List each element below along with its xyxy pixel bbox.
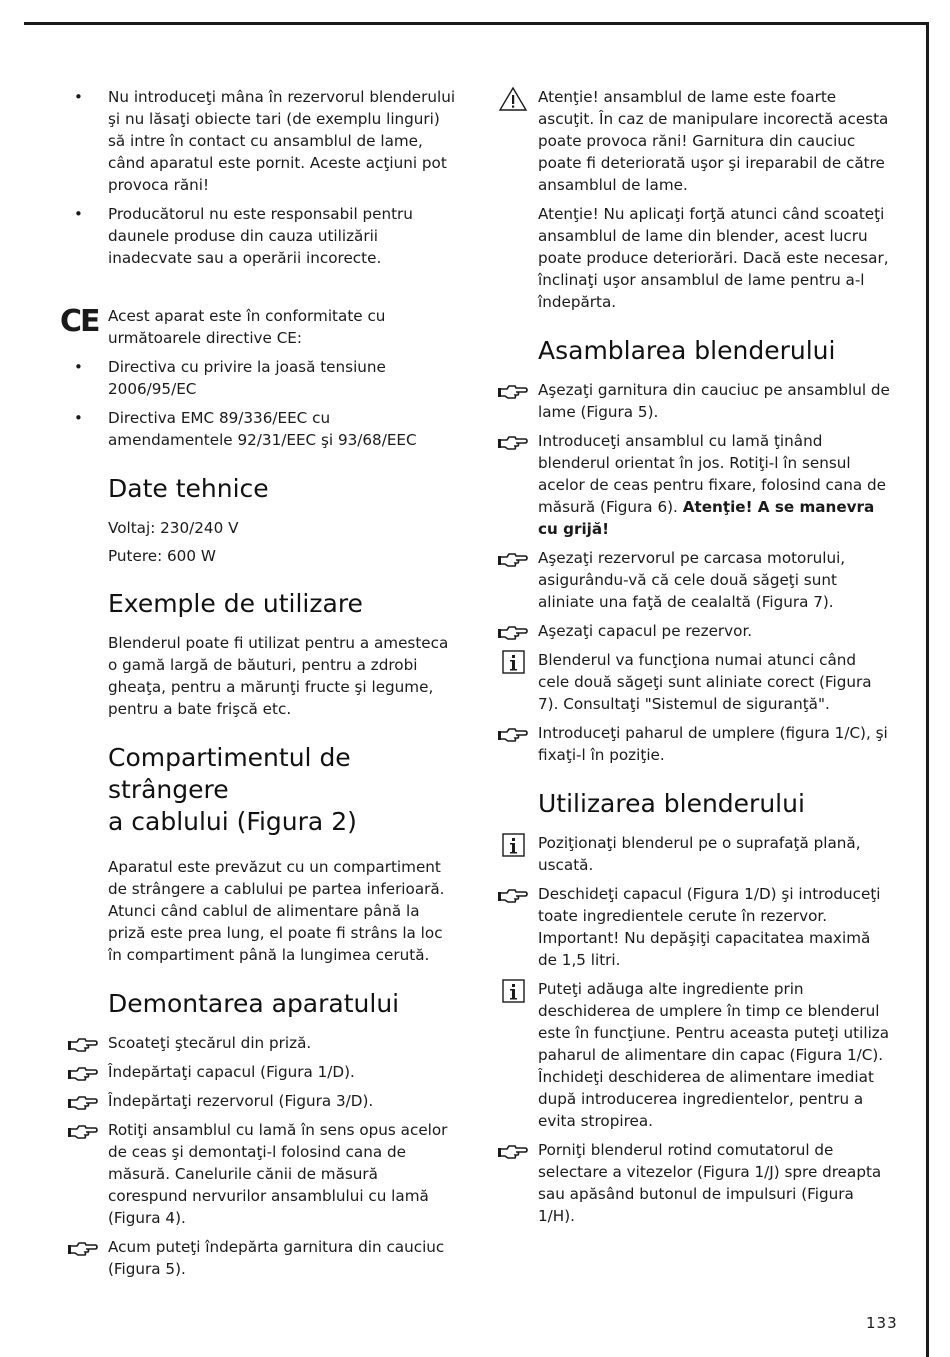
power-text: Putere: 600 W [108, 547, 216, 565]
pointing-hand-icon [68, 1121, 98, 1141]
pointing-hand-icon [68, 1092, 98, 1112]
warning-1 [498, 86, 890, 196]
safety-bullet-1-text: • Nu introduceţi mâna în rezervorul blenderului şi nu lăsaţi obiecte tari (de exemplu linguri) să intre în contact cu ansamblul de lame, când aparatul este pornit. Aceste acţiuni pot provoca răni! [108, 88, 456, 194]
assembly-step-4-text: Aşezaţi capacul pe rezervor. [538, 622, 753, 640]
disassembly-step-3-text: Îndepărtaţi rezervorul (Figura 3/D). [108, 1092, 374, 1110]
disassembly-step-1-text: Scoateţi ştecărul din priză. [108, 1034, 312, 1052]
pointing-hand-icon [498, 724, 528, 744]
directive-bullet-2 [68, 407, 458, 451]
assembly-step-2-caution: Atenţie! A se manevra cu grijă! [538, 498, 875, 538]
tech-heading: Date tehnice [108, 474, 269, 503]
disassembly-step-2 [68, 1061, 458, 1083]
assembly-step-4 [498, 620, 890, 642]
warning-2-text: Atenţie! Nu aplicaţi forţă atunci când scoateţi ansamblul de lame din blender, acest lucru poate produce deteriorări. Dacă este necesar, înclinaţi uşor ansamblul de lame pentru a-l îndepărta. [538, 205, 889, 311]
examples-text: Blenderul poate fi utilizat pentru a amesteca o gamă largă de băuturi, pentru a zdrobi gheaţa, pentru a mărunţi fructe şi legume, pentru a bate frişcă etc. [108, 634, 449, 718]
assembly-step-5 [498, 722, 890, 766]
usage-info-2-text: Puteţi adăuga alte ingrediente prin deschiderea de umplere în timp ce blenderul este în funcţiune. Pentru aceasta puteţi utiliza paharul de alimentare din capac (Figura 1/C). Închideţi deschiderea de alimentare imediat după introducerea ingredientelor, pentru a evita stropirea. [538, 980, 890, 1130]
ce-text: Acest aparat este în conformitate cu următoarele directive CE: [108, 307, 386, 347]
usage-heading: Utilizarea blenderului [538, 789, 805, 818]
assembly-info-text: Blenderul va funcţiona numai atunci când cele două săgeţi sunt aliniate corect (Figura 7). Consultaţi "Sistemul de siguranţă". [538, 651, 872, 713]
assembly-step-2-text [538, 430, 890, 540]
ce-mark-icon: CE [60, 304, 99, 339]
assembly-info [498, 649, 890, 715]
top-rule [24, 22, 929, 25]
disassembly-heading: Demontarea aparatului [108, 989, 400, 1018]
pointing-hand-icon [498, 549, 528, 569]
disassembly-step-5 [68, 1236, 458, 1280]
voltage-text: Voltaj: 230/240 V [108, 519, 239, 537]
usage-step-1 [498, 883, 890, 971]
disassembly-step-4 [68, 1119, 458, 1229]
assembly-step-1-text: Aşezaţi garnitura din cauciuc pe ansamblul de lame (Figura 5). [538, 381, 890, 421]
pointing-hand-icon [68, 1063, 98, 1083]
disassembly-step-5-text: Acum puteţi îndepărta garnitura din cauciuc (Figura 5). [108, 1238, 445, 1278]
pointing-hand-icon [498, 1141, 528, 1161]
pointing-hand-icon [498, 885, 528, 905]
assembly-heading: Asamblarea blenderului [538, 336, 836, 365]
directive-bullet-2-text: • Directiva EMC 89/336/EEC cu amendamentele 92/31/EEC şi 93/68/EEC [108, 409, 417, 449]
page-number: 133 [866, 1314, 898, 1332]
safety-bullet-2-text: • Producătorul nu este responsabil pentru daunele produse din cauza utilizării inadecvate sau a operării incorecte. [108, 205, 413, 267]
usage-step-1-text: Deschideţi capacul (Figura 1/D) şi introduceţi toate ingredientele cerute în rezervor. Important! Nu depăşiţi capacitatea maximă de 1,5 litri. [538, 885, 881, 969]
pointing-hand-icon [68, 1238, 98, 1258]
directive-bullet-1-text: • Directiva cu privire la joasă tensiune 2006/95/EC [108, 358, 386, 398]
assembly-step-2 [498, 430, 890, 540]
usage-info-1 [498, 832, 890, 876]
cable-heading-line2: a cablului (Figura 2) [108, 807, 357, 836]
safety-bullet-1 [68, 86, 458, 196]
pointing-hand-icon [68, 1034, 98, 1054]
ce-conformity [60, 304, 458, 349]
usage-step-2-text: Porniţi blenderul rotind comutatorul de selectare a vitezelor (Figura 1/J) spre dreapta sau apăsând butonul de impulsuri (Figura 1/H). [538, 1141, 882, 1225]
assembly-step-1 [498, 379, 890, 423]
disassembly-step-1 [68, 1032, 458, 1054]
disassembly-step-3 [68, 1090, 458, 1112]
right-column [498, 86, 890, 1227]
warning-1-text: Atenţie! ansamblul de lame este foarte ascuţit. În caz de manipulare incorectă acesta poate provoca răni! Garnitura din cauciuc poate fi deteriorată uşor şi ireparabil de către ansamblul de lame. [538, 88, 889, 194]
examples-heading: Exemple de utilizare [108, 589, 363, 618]
right-rule [926, 22, 929, 1357]
usage-info-2 [498, 978, 890, 1132]
usage-step-2 [498, 1139, 890, 1227]
left-column [60, 86, 458, 1280]
cable-heading-line1: Compartimentul de strângere [108, 743, 351, 804]
cable-text: Aparatul este prevăzut cu un compartiment de strângere a cablului pe partea inferioară. Atunci când cablul de alimentare până la priză este prea lung, el poate fi strâns la loc în compartiment până la lungimea cerută. [108, 858, 445, 964]
cable-heading [68, 742, 458, 838]
disassembly-step-4-text: Rotiţi ansamblul cu lamă în sens opus acelor de ceas şi demontaţi-l folosind cana de măsură. Canelurile cănii de măsură corespund nervurilor ansamblului cu lamă (Figura 4). [108, 1121, 448, 1227]
assembly-step-3 [498, 547, 890, 613]
info-icon [498, 832, 528, 858]
assembly-step-5-text: Introduceţi paharul de umplere (figura 1/C), şi fixaţi-l în poziţie. [538, 724, 888, 764]
directive-bullet-1 [68, 356, 458, 400]
info-icon [498, 649, 528, 675]
usage-info-1-text: Poziţionaţi blenderul pe o suprafaţă plană, uscată. [538, 834, 861, 874]
disassembly-step-2-text: Îndepărtaţi capacul (Figura 1/D). [108, 1063, 355, 1081]
pointing-hand-icon [498, 622, 528, 642]
pointing-hand-icon [498, 381, 528, 401]
safety-bullet-2 [68, 203, 458, 269]
warning-icon [498, 86, 528, 112]
assembly-step-2-main: Introduceţi ansamblul cu lamă ţinând blenderul orientat în jos. Rotiţi-l în sensul acelor de ceas pentru fixare, folosind cana de măsură (Figura 6). [538, 432, 886, 516]
info-icon [498, 978, 528, 1004]
pointing-hand-icon [498, 432, 528, 452]
assembly-step-3-text: Aşezaţi rezervorul pe carcasa motorului, asigurându-vă că cele două săgeţi sunt aliniate una faţă de cealaltă (Figura 7). [538, 549, 846, 611]
